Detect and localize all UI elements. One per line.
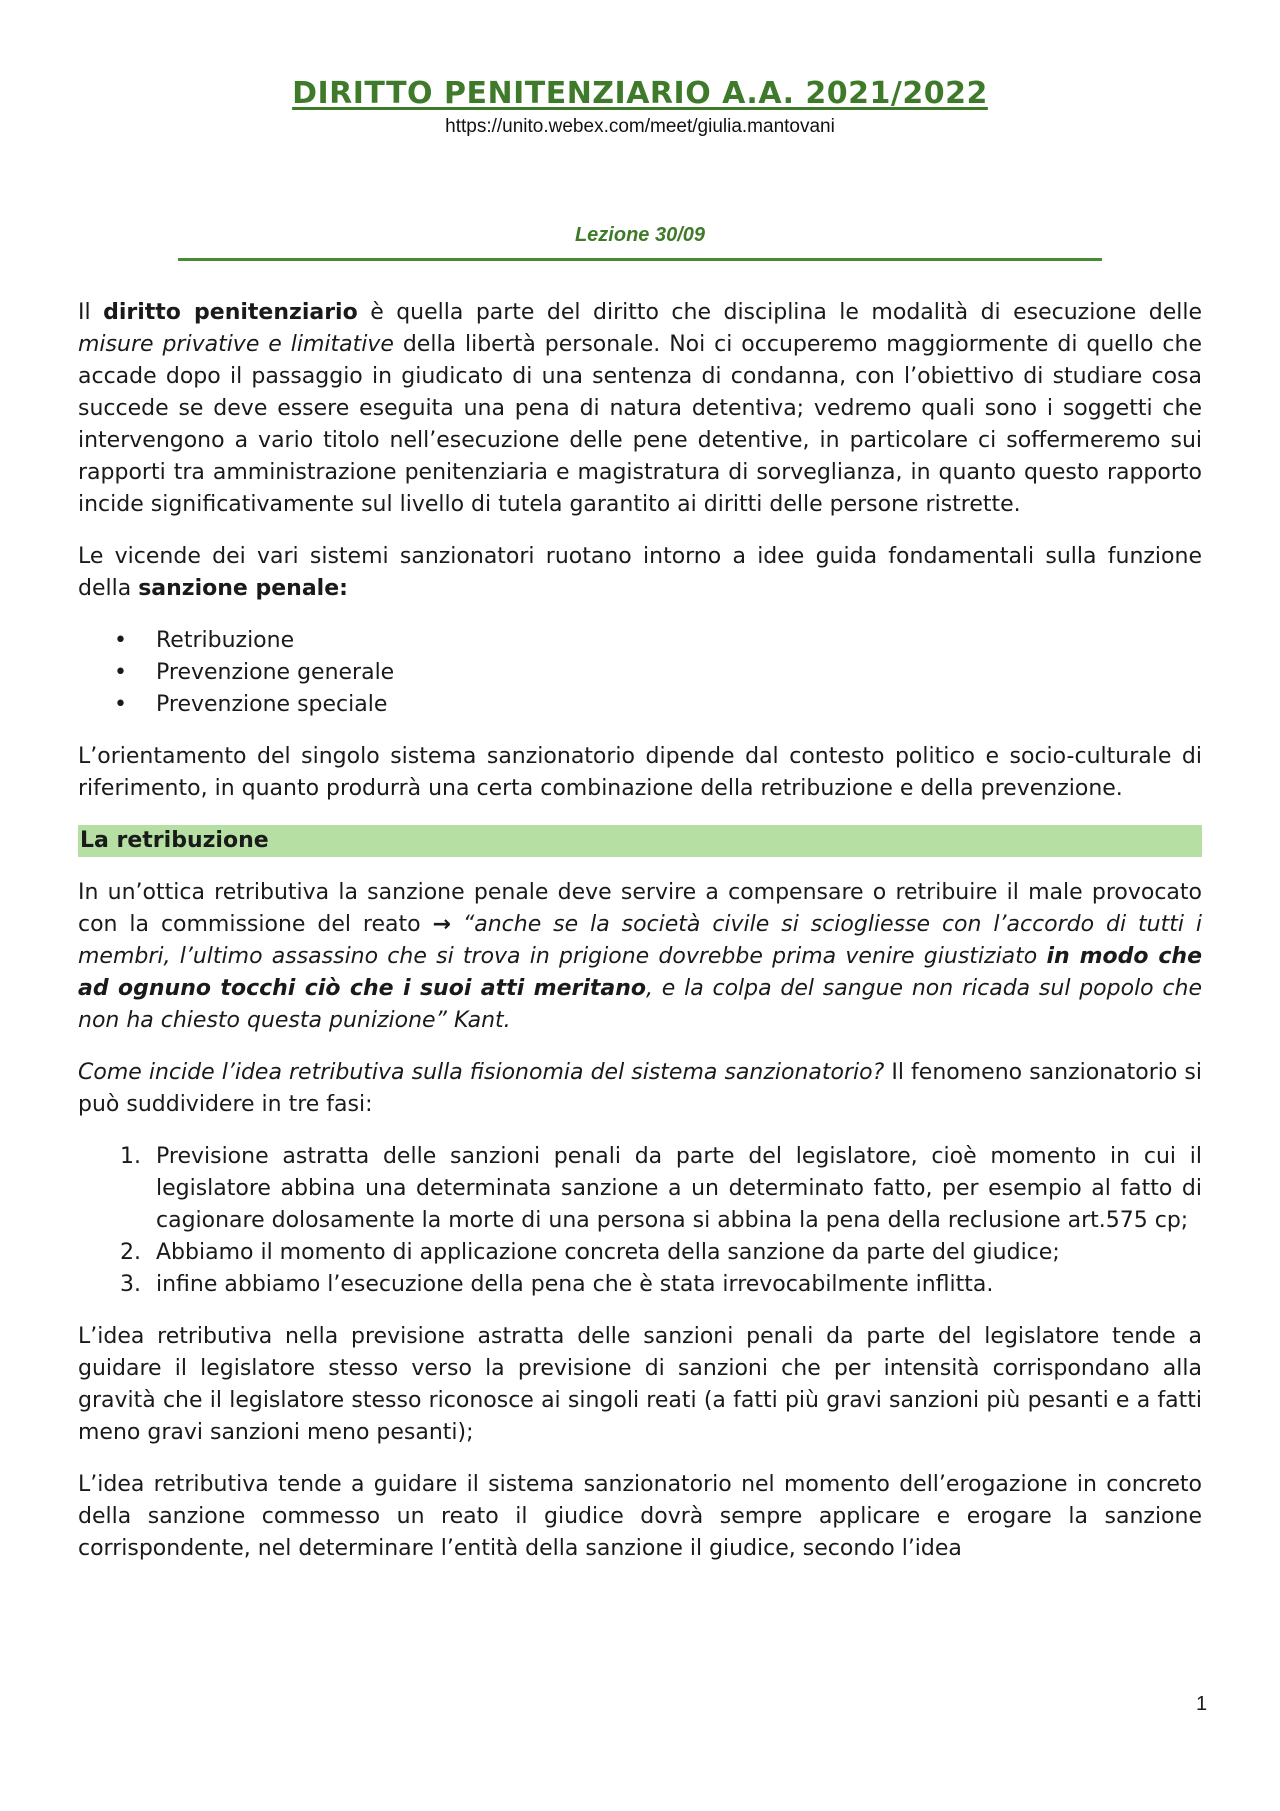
list-item	[78, 1269, 1202, 1301]
list-number: 2.	[120, 1240, 141, 1265]
list-item: • Prevenzione generale	[78, 657, 1202, 689]
text: Le vicende dei vari sistemi sanzionatori ruotano intorno a idee guida fondamentali sulla funzione della	[78, 544, 1202, 601]
numbered-list	[78, 1141, 1202, 1301]
arrow-icon: →	[432, 912, 451, 937]
bold-term: sanzione penale:	[138, 576, 348, 601]
heading-divider	[178, 258, 1102, 261]
question-text: Come incide l’idea retributiva sulla fisionomia del sistema sanzionatorio?	[78, 1060, 885, 1085]
text: Il	[78, 300, 104, 325]
list-number: 1.	[120, 1144, 141, 1169]
list-item: • Retribuzione	[78, 625, 1202, 657]
list-text: infine abbiamo l’esecuzione della pena che è stata irrevocabilmente inflitta.	[156, 1272, 994, 1297]
document-body	[78, 297, 1202, 1585]
bullet-list	[78, 625, 1202, 721]
paragraph-question	[78, 1057, 1202, 1121]
paragraph-retribution	[78, 877, 1202, 1037]
text: è quella parte del diritto che disciplina le modalità di esecuzione delle	[357, 300, 1203, 325]
list-text: Abbiamo il momento di applicazione concreta della sanzione da parte del giudice;	[156, 1240, 1060, 1265]
paragraph-legislator: L’idea retributiva nella previsione astratta delle sanzioni penali da parte del legislatore tende a guidare il legislatore stesso verso la previsione di sanzioni che per intensità corrispondano alla gravità che il legislatore stesso riconosce ai singoli reati (a fatti più gravi sanzioni più pesanti e a fatti meno gravi sanzioni meno pesanti);	[78, 1324, 1202, 1445]
section-heading: La retribuzione	[78, 825, 1202, 857]
lesson-heading: Lezione 30/09	[574, 224, 706, 246]
quote-text: “anche se la società civile si sciogliesse con l’accordo di tutti i membri, l’ultimo assassino che si trova in prigione dovrebbe prima venire giustiziato	[78, 912, 1202, 969]
list-item: • Prevenzione speciale	[78, 689, 1202, 721]
list-item	[78, 1237, 1202, 1269]
text: In un’ottica retributiva la sanzione penale deve servire a compensare o retribuire il male provocato con la commissione del reato	[78, 880, 1202, 937]
paragraph-judge: L’idea retributiva tende a guidare il sistema sanzionatorio nel momento dell’erogazione in concreto della sanzione commesso un reato il giudice dovrà sempre applicare e erogare la sanzione corrispondente, nel determinare l’entità della sanzione il giudice, secondo l’idea	[78, 1472, 1202, 1561]
text: della libertà personale. Noi ci occuperemo maggiormente di quello che accade dopo il passaggio in giudicato di una sentenza di condanna, con l’obiettivo di studiare cosa succede se deve essere eseguita una pena di natura detentiva; vedremo quali sono i soggetti che intervengono a vario titolo nell’esecuzione delle pene detentive, in particolare ci soffermeremo sui rapporti tra amministrazione penitenziaria e magistratura di sorveglianza, in quanto questo rapporto incide significativamente sul livello di tutela garantito ai diritti delle persone ristrette.	[78, 332, 1202, 517]
list-number: 3.	[120, 1272, 141, 1297]
paragraph-orientation: L’orientamento del singolo sistema sanzionatorio dipende dal contesto politico e socio-culturale di riferimento, in quanto produrrà una certa combinazione della retribuzione e della prevenzione.	[78, 744, 1202, 801]
text: Il fenomeno sanzionatorio si può suddividere in tre fasi:	[78, 1060, 1202, 1117]
page-number: 1	[1196, 1693, 1208, 1715]
bold-term: diritto penitenziario	[103, 300, 358, 325]
quote-text: , e la colpa del sangue non ricada sul popolo che non ha chiesto questa punizione” Kant.	[78, 976, 1202, 1033]
meeting-url: https://unito.webex.com/meet/giulia.mantovani	[445, 116, 835, 137]
quote-emphasis: in modo che ad ognuno tocchi ciò che i suoi atti meritano	[78, 944, 1202, 1001]
document-title: DIRITTO PENITENZIARIO A.A. 2021/2022	[292, 76, 988, 111]
list-text: Previsione astratta delle sanzioni penali da parte del legislatore, cioè momento in cui il legislatore abbina una determinata sanzione a un determinato fatto, per esempio al fatto di cagionare dolosamente la morte di una persona si abbina la pena della reclusione art.575 cp;	[156, 1144, 1202, 1233]
paragraph-sanction-function	[78, 541, 1202, 605]
paragraph-intro	[78, 297, 1202, 521]
italic-term: misure privative e limitative	[78, 332, 394, 357]
list-item	[78, 1141, 1202, 1237]
